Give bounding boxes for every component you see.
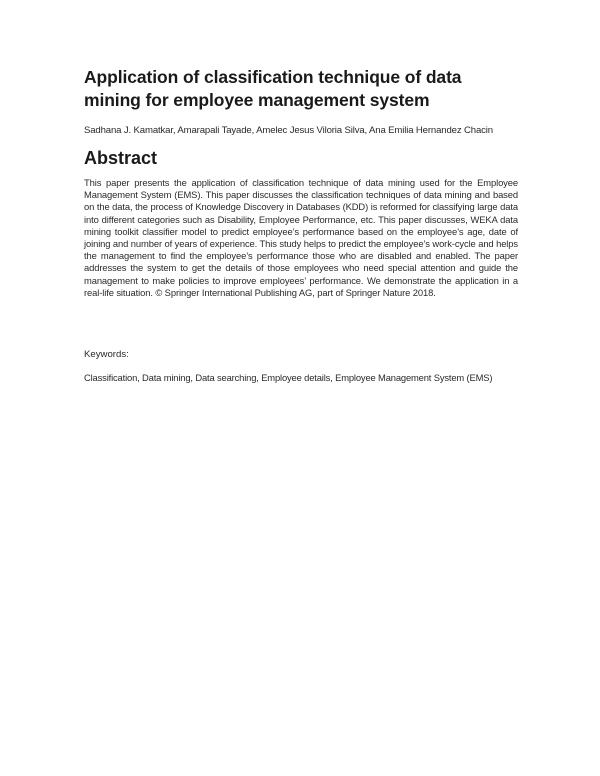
keywords-label: Keywords: [84, 349, 129, 361]
author-list: Sadhana J. Kamatkar, Amarapali Tayade, Amelec Jesus Viloria Silva, Ana Emilia Hernandez Chacin [84, 125, 493, 136]
abstract-heading: Abstract [84, 148, 158, 168]
keywords-list: Classification, Data mining, Data searching, Employee details, Employee Management System (EMS) [84, 372, 493, 384]
abstract-text: This paper presents the application of classification technique of data mining used for the Employee Management System (EMS). This paper discusses the classification techniques of data mining and based on the data, the process of Knowledge Discovery in Databases (KDD) is reformed for classifying large data into different categories such as Disability, Employee Performance, etc. This paper discusses, WEKA data mining toolkit classifier model to predict employee’s performance based on the employee’s age, date of joining and number of years of experience. This study helps to predict the employee’s work-cycle and helps the management to find the employee’s performance those who are disabled and enabled. The paper addresses the system to get the details of those employees who need special attention and guide the management to make policies to improve employees’ performance. We demonstrate the application in a real-life situation. © Springer International Publishing AG, part of Springer Nature 2018. [84, 177, 518, 298]
paper-title: Application of classification technique of data mining for employee management system [84, 67, 462, 110]
paper-page [84, 66, 518, 384]
